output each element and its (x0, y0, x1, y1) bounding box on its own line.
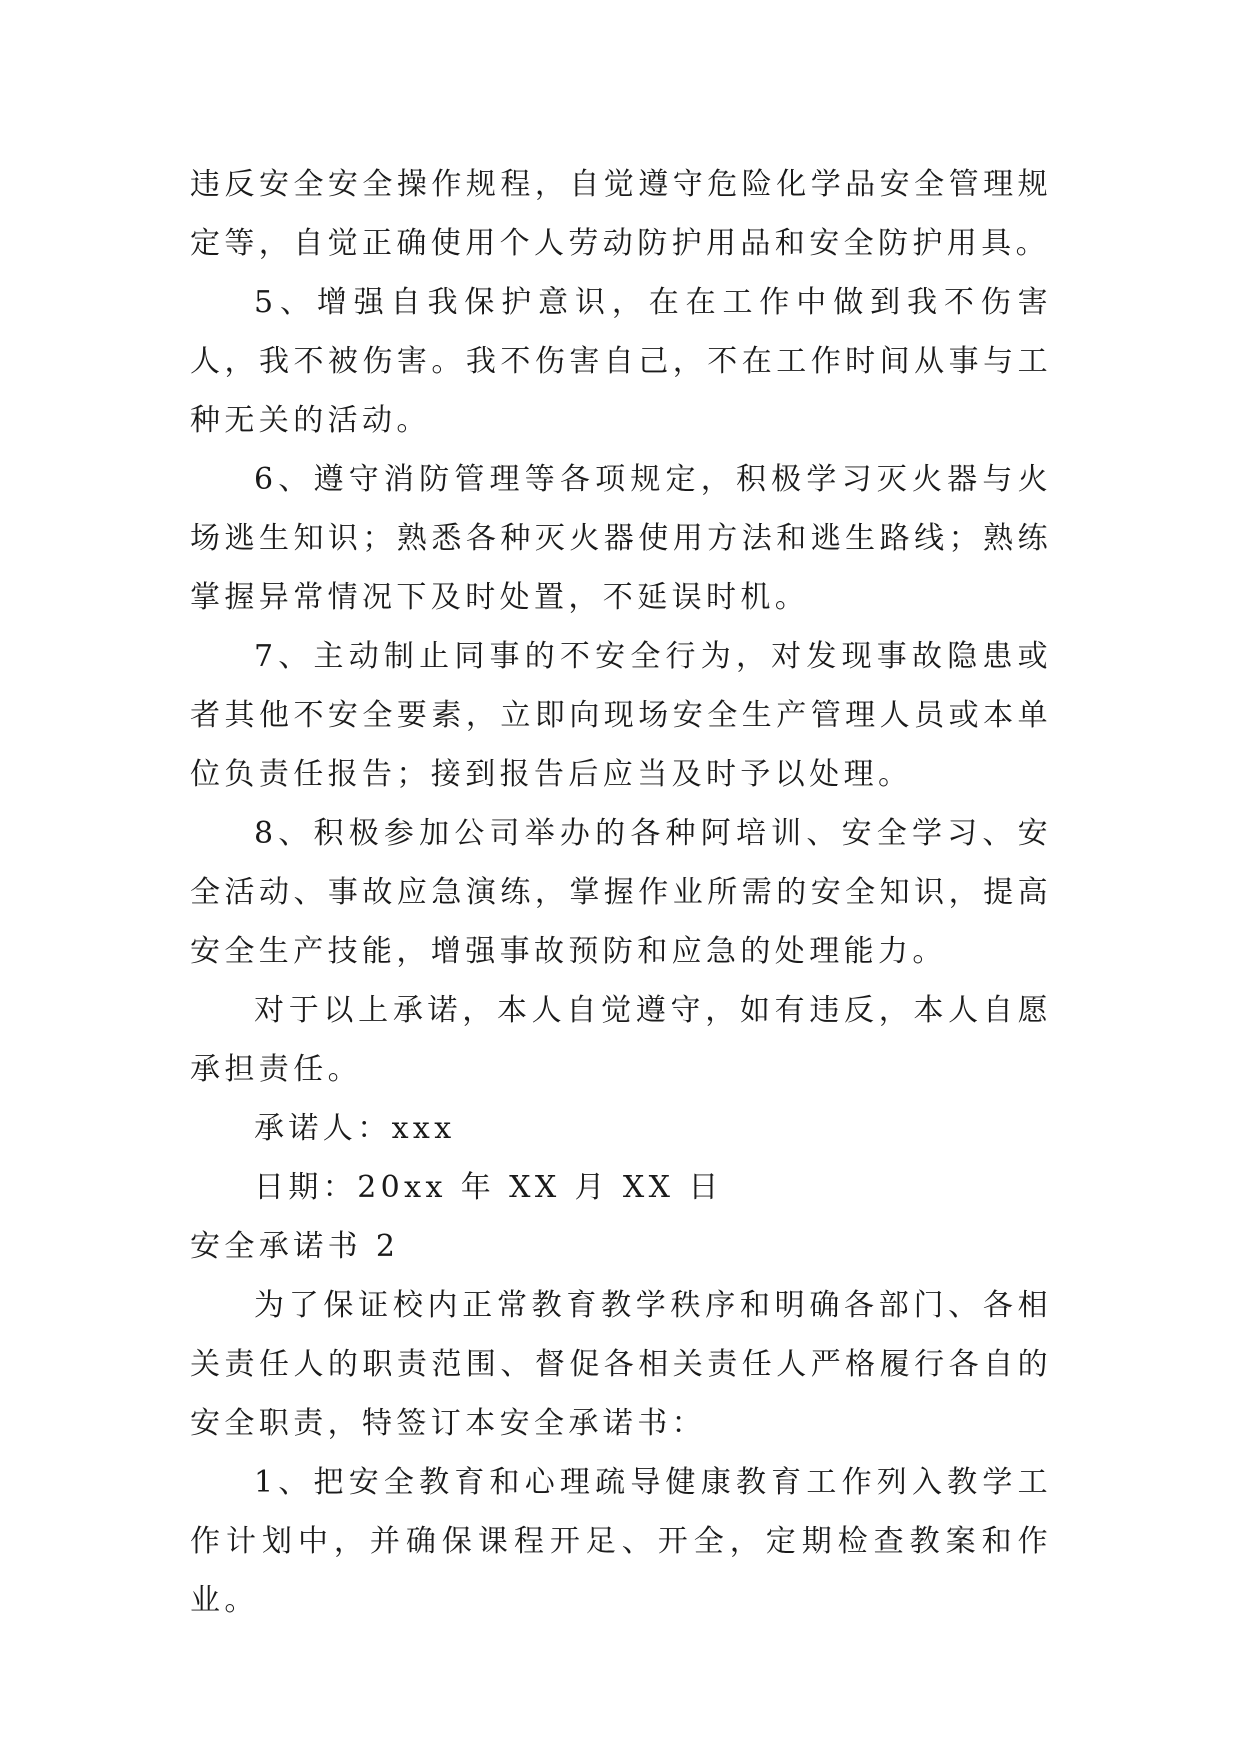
date-line: 日期：20xx 年 XX 月 XX 日 (254, 1170, 723, 1205)
paragraph-commitment: 对于以上承诺，本人自觉遵守，如有违反，本人自愿承担责任。 (190, 993, 1052, 1087)
section2-intro: 为了保证校内正常教育教学秩序和明确各部门、各相关责任人的职责范围、督促各相关责任人严格履行各自的安全职责，特签订本安全承诺书： (190, 1288, 1052, 1441)
document-body (190, 155, 1052, 1630)
section-title-2: 安全承诺书 2 (190, 1229, 400, 1264)
paragraph-item-7: 7、主动制止同事的不安全行为，对发现事故隐患或者其他不安全要素，立即向现场安全生产管理人员或本单位负责任报告；接到报告后应当及时予以处理。 (190, 639, 1052, 792)
signer-line: 承诺人：xxx (254, 1111, 456, 1146)
section2-item-1: 1、把安全教育和心理疏导健康教育工作列入教学工作计划中，并确保课程开足、开全，定期检查教案和作业。 (190, 1465, 1052, 1618)
paragraph-item-8: 8、积极参加公司举办的各种阿培训、安全学习、安全活动、事故应急演练，掌握作业所需的安全知识，提高安全生产技能，增强事故预防和应急的处理能力。 (190, 816, 1052, 969)
paragraph-item-5: 5、增强自我保护意识，在在工作中做到我不伤害人，我不被伤害。我不伤害自己，不在工作时间从事与工种无关的活动。 (190, 285, 1052, 438)
paragraph-item-6: 6、遵守消防管理等各项规定，积极学习灭火器与火场逃生知识；熟悉各种灭火器使用方法和逃生路线；熟练掌握异常情况下及时处置，不延误时机。 (190, 462, 1052, 615)
paragraph-continued: 违反安全安全操作规程，自觉遵守危险化学品安全管理规定等，自觉正确使用个人劳动防护用品和安全防护用具。 (190, 167, 1052, 261)
